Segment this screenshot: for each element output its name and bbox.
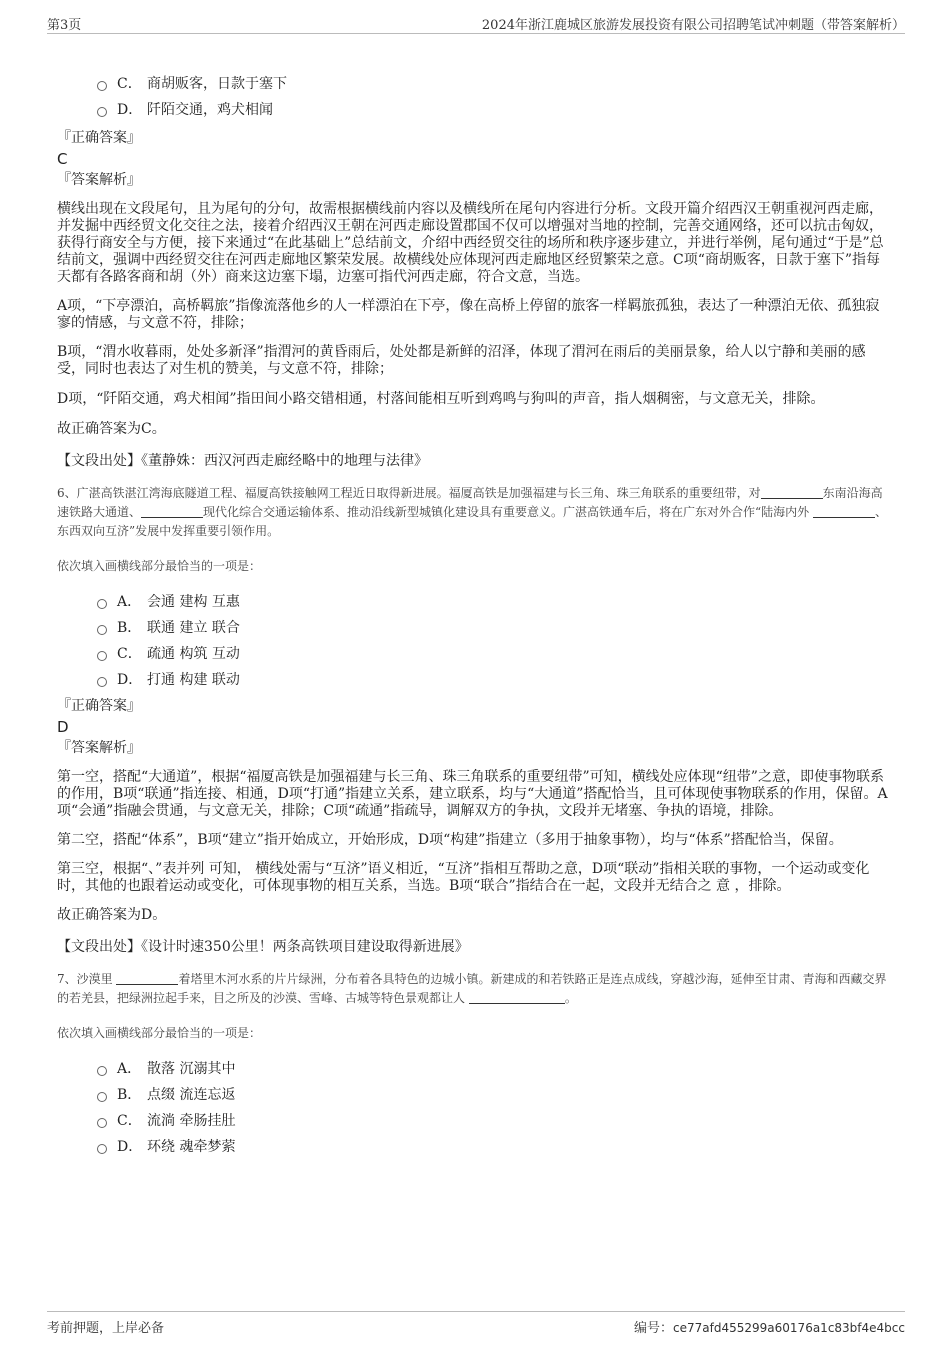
q5-options [57,70,893,122]
analysis-paragraph: 横线出现在文段尾句，且为尾句的分句，故需根据横线前内容以及横线所在尾句内容进行分析。文段开篇介绍西汉王朝重视河西走廊，并发掘中西经贸文化交往之法，接着介绍西汉王朝在河西走廊设置郡国不仅可以增强对当地的控制，完善交通网络，还可以抗击匈奴，获得行商安全与方便，接下来通过“在此基础上”总结前文，介绍中西经贸交往的场所和秩序逐步建立，并进行举例，尾句通过“于是”总结前文，强调中西经贸交往在河西走廊地区繁荣发展。故横线处应体现河西走廊地区经贸繁荣之意。C项“商胡贩客，日款于塞下”指每天都有各路客商和胡（外）商来这边塞下塌，边塞可指代河西走廊，符合文意，当选。 [57,201,884,285]
radio-icon[interactable] [97,1092,107,1102]
radio-icon[interactable] [97,1118,107,1128]
page-header [47,11,905,34]
q6-options [57,588,893,692]
answer-label: 『正确答案』 [57,698,141,714]
option-c[interactable]: C． 商胡贩客，日款于塞下 [97,70,893,96]
option-d[interactable]: D． 阡陌交通，鸡犬相闻 [97,96,893,122]
option-c[interactable]: C． 疏通 构筑 互动 [97,640,893,666]
option-d[interactable]: D． 环绕 魂牵梦萦 [97,1133,893,1159]
analysis-paragraph: B项，“渭水收暮雨，处处多新泽”指渭河的黄昏雨后，处处都是新鲜的沼泽，体现了渭河在雨后的美丽景象，给人以宁静和美丽的感受，同时也表达了对生机的赞美，与文意不符，排除； [57,344,866,377]
question-stem: 6、广湛高铁湛江湾海底隧道工程、福厦高铁接触网工程近日取得新进展。福厦高铁是加强福建与长三角、珠三角联系的重要纽带，对 东南沿海高速铁路大通道、 现代化综合交通运输体系、推动沿线新型城镇化建设具有重要意义。广湛高铁通车后，将在广东对外合作“陆海内外 、东西双向互济”发展中发挥重要引领作用。 [57,486,887,538]
blank [116,971,178,985]
q6-analysis [57,769,893,924]
analysis-paragraph: D项，“阡陌交通，鸡犬相闻”指田间小路交错相通，村落间能相互听到鸡鸣与狗叫的声音，指人烟稠密，与文意无关，排除。 [57,391,825,407]
option-c[interactable]: C． 流淌 牵肠挂肚 [97,1107,893,1133]
analysis-paragraph: 第一空，搭配“大通道”，根据“福厦高铁是加强福建与长三角、珠三角联系的重要纽带”可知，横线处应体现“纽带”之意，即使事物联系的作用，B项“联通”指连接、相通，D项“打通”指建立关系，建立联系，均与“大通道”搭配恰当，且可体现使事物联系的作用，保留。A项“会通”指融会贯通，与文意无关，排除；C项“疏通”指疏导，调解双方的争执，文段并无堵塞、争执的语境，排除。 [57,769,888,819]
document-title: 2024年浙江鹿城区旅游发展投资有限公司招聘笔试冲刺题（带答案解析） [481,18,905,33]
radio-icon[interactable] [97,1144,107,1154]
page-number: 第3页 [47,18,82,33]
page-footer [47,1311,905,1338]
radio-icon[interactable] [97,1066,107,1076]
document-code [634,1317,905,1336]
option-b[interactable]: B． 点缀 流连忘返 [97,1081,893,1107]
option-a[interactable]: A． 会通 建构 互惠 [97,588,893,614]
analysis-label: 『答案解析』 [57,740,141,756]
source-citation: 【文段出处】《设计时速350公里！两条高铁项目建设取得新进展》 [57,939,469,955]
radio-icon[interactable] [97,625,107,635]
footer-slogan: 考前押题，上岸必备 [47,1321,165,1336]
source-citation: 【文段出处】《董静姝：西汉河西走廊经略中的地理与法律》 [57,453,428,469]
analysis-paragraph: 故正确答案为D。 [57,907,167,923]
q7-options [57,1055,893,1159]
option-a[interactable]: A． 散落 沉溺其中 [97,1055,893,1081]
blank [469,990,565,1004]
radio-icon[interactable] [97,81,107,91]
option-d[interactable]: D． 打通 构建 联动 [97,666,893,692]
radio-icon[interactable] [97,651,107,661]
page-content [57,70,893,1159]
blank [761,485,823,499]
q5-analysis [57,201,893,438]
answer-value: C [57,150,68,168]
analysis-paragraph: 第三空，根据“、”表并列 可知， 横线处需与“互济”语义相近，“互济”指相互帮助之意，D项“联动”指相关联的事物，一个运动或变化时，其他的也跟着运动或变化，可体现事物的相互关系，当选。B项“联合”指结合在一起，文段并无结合之 意 ，排除。 [57,861,870,894]
question-instruction: 依次填入画横线部分最恰当的一项是： [57,1026,262,1040]
blank [141,504,203,518]
blank [813,504,875,518]
question-stem: 7、沙漠里 着塔里木河水系的片片绿洲，分布着各具特色的边城小镇。新建成的和若铁路正是连点成线，穿越沙海，延伸至甘肃、青海和西藏交界的若羌县，把绿洲拉起手来，目之所及的沙漠、雪峰、古城等特色景观都让人 。 [57,972,887,1005]
code-value: ce77afd455299a60176a1c83bf4e4bcc [673,1321,905,1335]
analysis-paragraph: 第二空，搭配“体系”，B项“建立”指开始成立，开始形成，D项“构建”指建立（多用于抽象事物），均与“体系”搭配恰当，保留。 [57,832,843,848]
radio-icon[interactable] [97,599,107,609]
option-b[interactable]: B． 联通 建立 联合 [97,614,893,640]
analysis-paragraph: A项，“下亭漂泊，高桥羁旅”指像流落他乡的人一样漂泊在下亭，像在高桥上停留的旅客一样羁旅孤独，表达了一种漂泊无依、孤独寂寥的情感，与文意不符，排除； [57,298,880,331]
question-instruction: 依次填入画横线部分最恰当的一项是： [57,559,262,573]
code-label: 编号： [634,1321,674,1336]
answer-label: 『正确答案』 [57,130,141,146]
radio-icon[interactable] [97,677,107,687]
analysis-label: 『答案解析』 [57,172,141,188]
analysis-paragraph: 故正确答案为C。 [57,421,166,437]
answer-value: D [57,718,69,736]
radio-icon[interactable] [97,107,107,117]
